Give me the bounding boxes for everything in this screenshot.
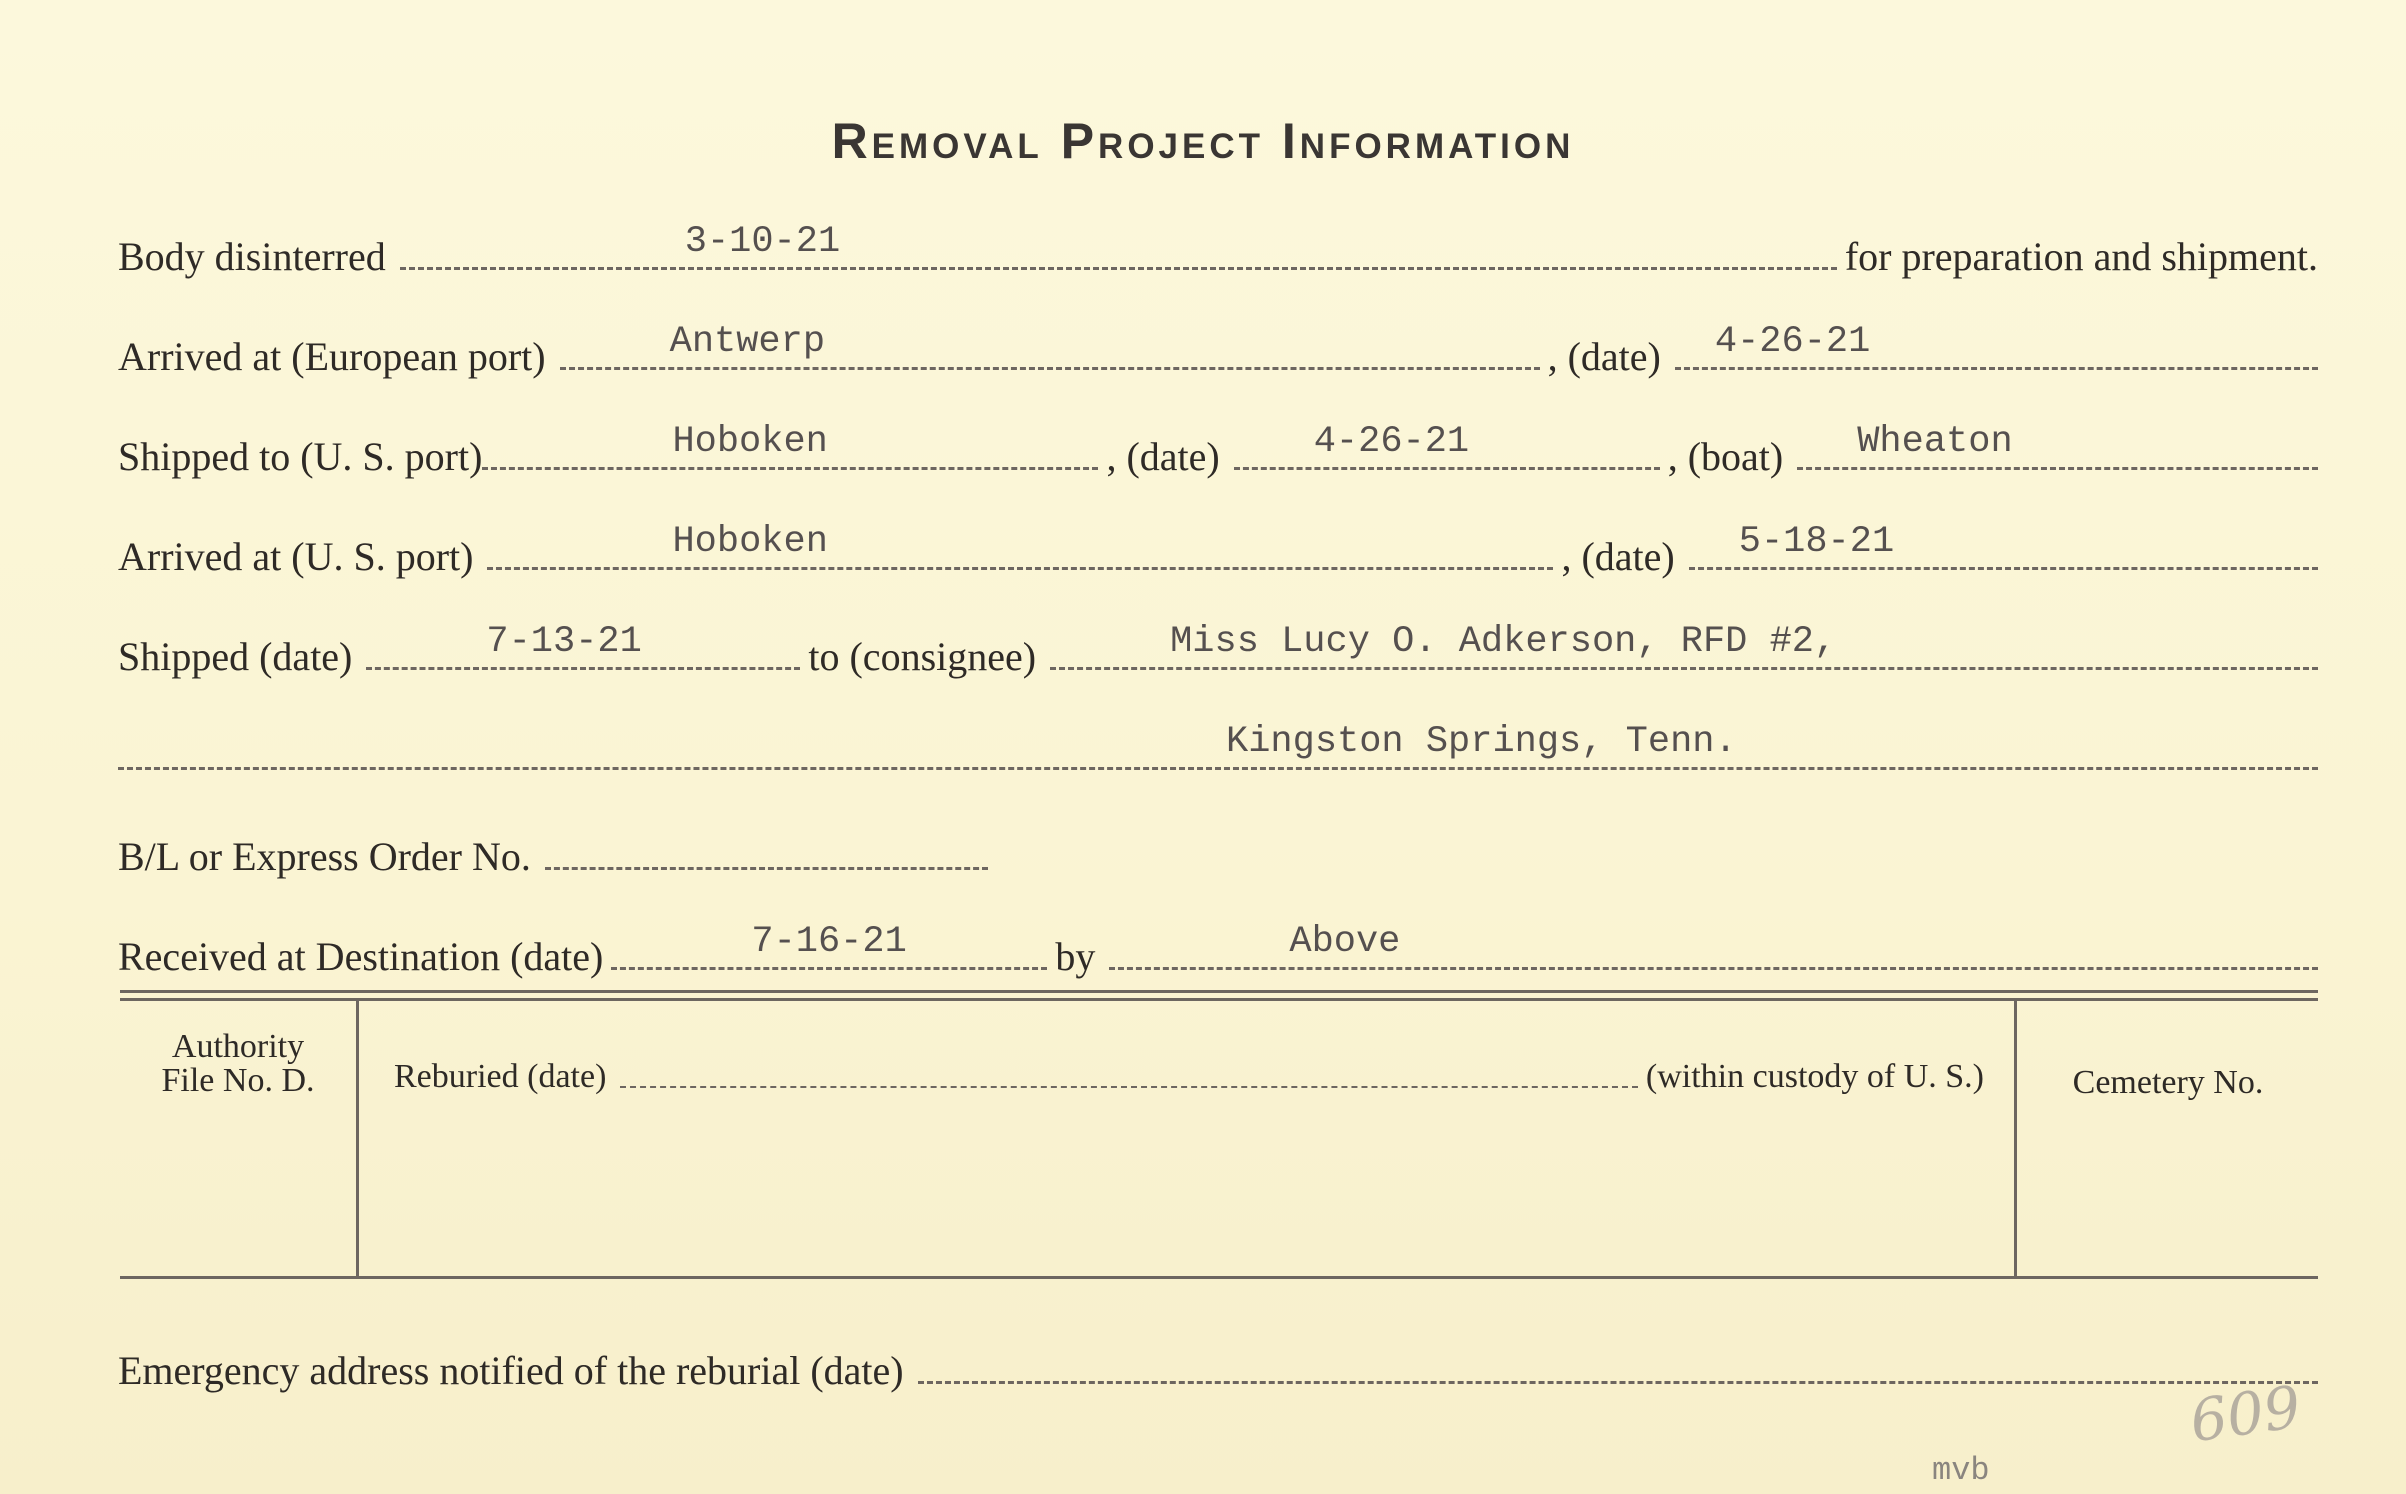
- row-consignee-cont: [118, 716, 2318, 780]
- shipped-date-label: Shipped (date): [118, 634, 353, 679]
- authority-line1: Authority: [171, 1028, 305, 1065]
- shipped-us-label: Shipped to (U. S. port): [118, 434, 483, 479]
- row-arrived-us: [118, 516, 2318, 580]
- arrived-us-date-field[interactable]: [1689, 523, 2318, 570]
- custody-label: (within custody of U. S.): [1645, 1058, 1984, 1095]
- reburied-date-field[interactable]: [620, 1050, 1638, 1088]
- shipped-us-date-label: , (date): [1106, 434, 1220, 479]
- reburied-label: Reburied (date): [394, 1058, 607, 1095]
- row-received: [118, 916, 2318, 980]
- shipped-date-value: 7-13-21: [486, 621, 642, 663]
- received-date: 7-16-21: [751, 921, 907, 963]
- arrived-european-value: Antwerp: [669, 321, 826, 363]
- consignee-label: to (consignee): [808, 634, 1037, 679]
- cemetery-label: Cemetery No.: [2072, 1064, 2264, 1101]
- received-by-field[interactable]: [1109, 923, 2318, 970]
- arrived-european-date-field[interactable]: [1675, 323, 2318, 370]
- shipped-us-date-field[interactable]: [1234, 423, 1660, 470]
- emergency-label: Emergency address notified of the reburial (date): [118, 1348, 904, 1393]
- arrived-us-value: Hoboken: [672, 521, 828, 563]
- bl-order-label: B/L or Express Order No.: [118, 834, 531, 879]
- row-shipped: [118, 616, 2318, 680]
- arrived-us-date: 5-18-21: [1738, 521, 1895, 563]
- row-bl-order: [118, 816, 988, 880]
- arrived-european-label: Arrived at (European port): [118, 334, 546, 379]
- arrived-us-label: Arrived at (U. S. port): [118, 534, 474, 579]
- authority-line2: File No. D.: [161, 1062, 315, 1099]
- arrived-european-field[interactable]: [560, 323, 1540, 370]
- initials-stamp: mvb: [1932, 1452, 1990, 1489]
- arrived-european-date: 4-26-21: [1714, 321, 1871, 363]
- pencil-notation: 609: [2185, 1372, 2305, 1456]
- shipped-us-boat-field[interactable]: [1797, 423, 2318, 470]
- box-divider-right: [2014, 998, 2017, 1276]
- row-shipped-us: [118, 416, 2318, 480]
- shipped-us-boat-label: , (boat): [1667, 434, 1784, 479]
- emergency-date-field[interactable]: [918, 1337, 2318, 1384]
- shipped-us-value: Hoboken: [672, 421, 828, 463]
- consignee-field[interactable]: [1050, 623, 2318, 670]
- preparation-suffix: for preparation and shipment.: [1844, 234, 2318, 279]
- card-title: Removal Project Information: [831, 113, 1575, 169]
- row-arrived-european: [118, 316, 2318, 380]
- reburied-row: [394, 1050, 1984, 1096]
- arrived-us-field[interactable]: [487, 523, 1553, 570]
- arrived-us-date-label: , (date): [1561, 534, 1675, 579]
- body-disinterred-label: Body disinterred: [118, 234, 386, 279]
- box-top-rule: [120, 990, 2318, 993]
- received-date-field[interactable]: [611, 923, 1047, 970]
- consignee-line1: Miss Lucy O. Adkerson, RFD #2,: [1170, 621, 1837, 663]
- consignee-line2: Kingston Springs, Tenn.: [1226, 721, 1737, 763]
- box-divider-left: [356, 998, 359, 1276]
- authority-file-label: [120, 1030, 356, 1098]
- box-bottom-rule: [120, 1276, 2318, 1279]
- shipped-date-field[interactable]: [366, 623, 800, 670]
- received-by: Above: [1289, 921, 1401, 963]
- box-top-rule-2: [120, 998, 2318, 1001]
- arrived-european-date-label: , (date): [1547, 334, 1661, 379]
- consignee-field-2[interactable]: [118, 723, 2318, 770]
- row-emergency: [118, 1330, 2318, 1394]
- shipped-us-date: 4-26-21: [1313, 421, 1470, 463]
- row-body-disinterred: [118, 216, 2318, 280]
- bl-order-field[interactable]: [545, 823, 988, 870]
- received-label: Received at Destination (date): [118, 934, 604, 979]
- received-by-label: by: [1055, 934, 1096, 979]
- body-disinterred-value: 3-10-21: [684, 221, 841, 263]
- body-disinterred-field[interactable]: [400, 223, 1837, 270]
- shipped-us-boat: Wheaton: [1857, 421, 2013, 463]
- shipped-us-field[interactable]: [482, 423, 1098, 470]
